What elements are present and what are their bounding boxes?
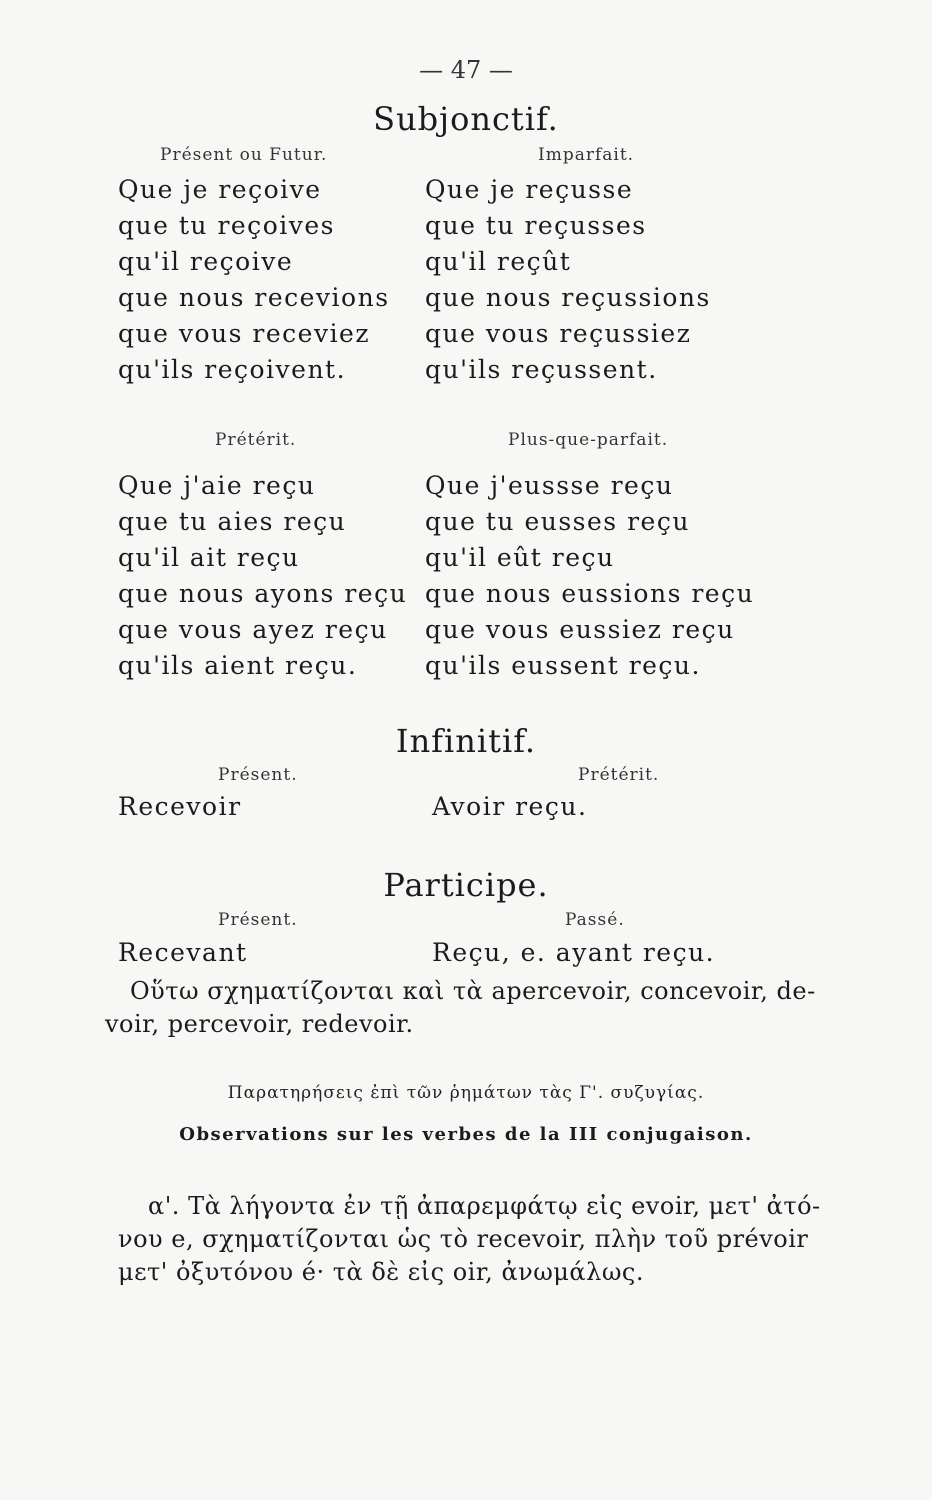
participe-passe-header: Passé. (565, 910, 625, 930)
observations-french-heading: Observations sur les verbes de la III conjugaison. (179, 1124, 753, 1145)
conjugation-line: qu'il ait reçu (118, 543, 300, 572)
conjugation-line: Que je reçoive (118, 175, 322, 204)
preterit-conjugation (118, 468, 407, 684)
infinitif-present-header: Présent. (218, 765, 298, 785)
page-number: — 47 — (419, 56, 513, 84)
paragraph-line: α'. Τὰ λήγοντα ἐν τῇ ἀπαρεμφάτῳ εἰς evoir, μετ' ἀτό- (148, 1192, 821, 1220)
conjugation-line: que vous eussiez reçu (425, 615, 735, 644)
conjugation-line: que nous ayons reçu (118, 579, 408, 608)
participe-present-header: Présent. (218, 910, 298, 930)
imparfait-header: Imparfait. (538, 145, 635, 165)
paragraph-formation (105, 975, 816, 1041)
observations-greek-heading: Παρατηρήσεις ἐπὶ τῶν ῥημάτων τὰς Γ'. συζυγίας. (227, 1083, 705, 1103)
conjugation-line: que tu aies reçu (118, 507, 347, 536)
infinitif-title: Infinitif. (395, 722, 537, 760)
paragraph-rule-alpha (118, 1190, 821, 1289)
imparfait-conjugation (425, 172, 711, 388)
conjugation-line: que nous eussions reçu (425, 579, 755, 608)
conjugation-line: Que je reçusse (425, 175, 634, 204)
conjugation-line: que tu reçusses (425, 211, 647, 240)
conjugation-line: qu'ils aient reçu. (118, 651, 358, 680)
conjugation-line: qu'ils eussent reçu. (425, 651, 701, 680)
conjugation-line: que tu eusses reçu (425, 507, 690, 536)
conjugation-line: que tu reçoives (118, 211, 335, 240)
subjonctif-title: Subjonctif. (373, 100, 559, 138)
infinitif-preterit-header: Prétérit. (578, 765, 660, 785)
plus-que-parfait-header: Plus-que-parfait. (508, 430, 669, 450)
participe-title: Participe. (383, 866, 549, 904)
conjugation-line: que nous reçussions (425, 283, 711, 312)
conjugation-line: qu'ils reçoivent. (118, 355, 347, 384)
present-futur-header: Présent ou Futur. (160, 145, 328, 165)
participe-passe-value: Reçu, e. ayant reçu. (432, 938, 716, 967)
preterit-header: Prétérit. (215, 430, 297, 450)
conjugation-line: Que j'eussse reçu (425, 471, 674, 500)
infinitif-present-value: Recevoir (118, 792, 242, 821)
conjugation-line: qu'il reçoive (118, 247, 294, 276)
paragraph-line: Οὕτω σχηματίζονται καὶ τὰ apercevoir, concevoir, de- (130, 977, 816, 1005)
conjugation-line: Que j'aie reçu (118, 471, 316, 500)
participe-present-value: Recevant (118, 938, 248, 967)
paragraph-line: μετ' ὀξυτόνου é· τὰ δὲ εἰς oir, ἀνωμάλως. (118, 1258, 644, 1286)
present-conjugation (118, 172, 390, 388)
conjugation-line: que nous recevions (118, 283, 390, 312)
conjugation-line: qu'il reçût (425, 247, 572, 276)
conjugation-line: que vous receviez (118, 319, 371, 348)
paragraph-line: voir, percevoir, redevoir. (105, 1010, 414, 1038)
conjugation-line: que vous reçussiez (425, 319, 692, 348)
infinitif-preterit-value: Avoir reçu. (432, 792, 588, 821)
conjugation-line: qu'il eût reçu (425, 543, 615, 572)
paragraph-line: νου e, σχηματίζονται ὡς τὸ recevoir, πλὴν τοῦ prévoir (118, 1225, 809, 1253)
conjugation-line: que vous ayez reçu (118, 615, 388, 644)
plus-que-parfait-conjugation (425, 468, 754, 684)
conjugation-line: qu'ils reçussent. (425, 355, 658, 384)
